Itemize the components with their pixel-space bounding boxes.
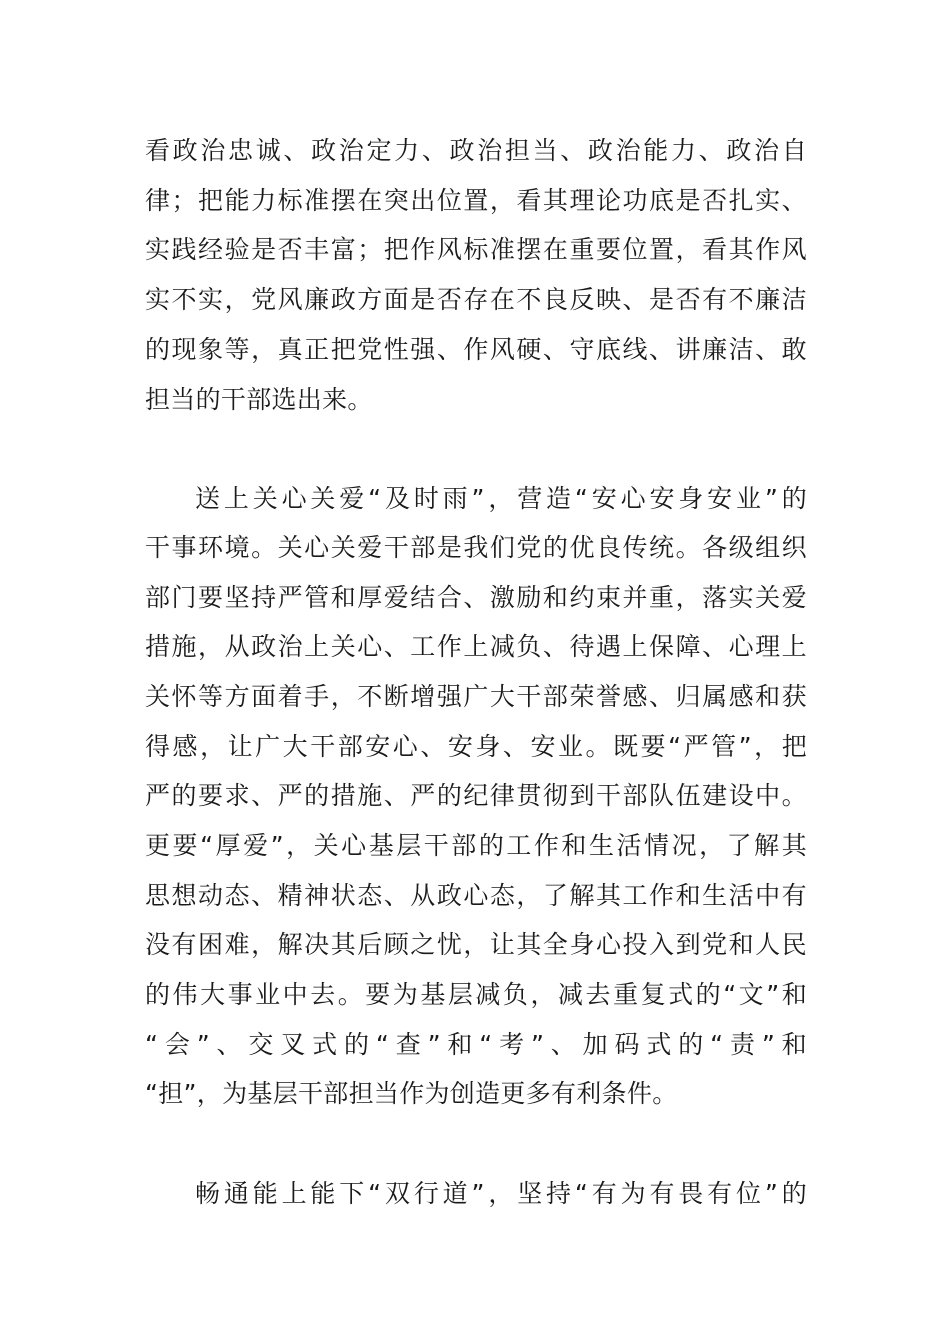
text-line: 更要“厚爱”，关心基层干部的工作和生活情况，了解其 [145,831,807,860]
text-line: 部门要坚持严管和厚爱结合、激励和约束并重，落实关爱 [145,583,807,612]
text-line: 没有困难，解决其后顾之忧，让其全身心投入到党和人民 [145,930,807,959]
text-line: 思想动态、精神状态、从政心态，了解其工作和生活中有 [145,881,807,910]
text-line: 担当的干部选出来。 [145,385,373,414]
text-line: 实不实，党风廉政方面是否存在不良反映、是否有不廉洁 [145,285,807,314]
text-line: “担”，为基层干部担当作为创造更多有利条件。 [145,1079,678,1108]
text-line: “会”、交叉式的“查”和“考”、加码式的“责”和 [145,1030,807,1059]
text-line: 严的要求、严的措施、严的纪律贯彻到干部队伍建设中。 [145,781,807,810]
text-line: 送上关心关爱“及时雨”，营造“安心安身安业”的 [195,484,807,513]
text-line: 得感，让广大干部安心、安身、安业。既要“严管”，把 [145,732,807,761]
text-line: 畅通能上能下“双行道”，坚持“有为有畏有位”的 [195,1179,807,1208]
text-line: 律；把能力标准摆在突出位置，看其理论功底是否扎实、 [145,186,807,215]
text-line: 干事环境。关心关爱干部是我们党的优良传统。各级组织 [145,533,807,562]
text-line: 的现象等，真正把党性强、作风硬、守底线、讲廉洁、敢 [145,335,807,364]
text-line: 关怀等方面着手，不断增强广大干部荣誉感、归属感和获 [145,682,807,711]
text-line: 实践经验是否丰富；把作风标准摆在重要位置，看其作风 [145,235,807,264]
text-line: 看政治忠诚、政治定力、政治担当、政治能力、政治自 [145,136,807,165]
text-line: 措施，从政治上关心、工作上减负、待遇上保障、心理上 [145,632,807,661]
text-line: 的伟大事业中去。要为基层减负，减去重复式的“文”和 [145,980,807,1009]
